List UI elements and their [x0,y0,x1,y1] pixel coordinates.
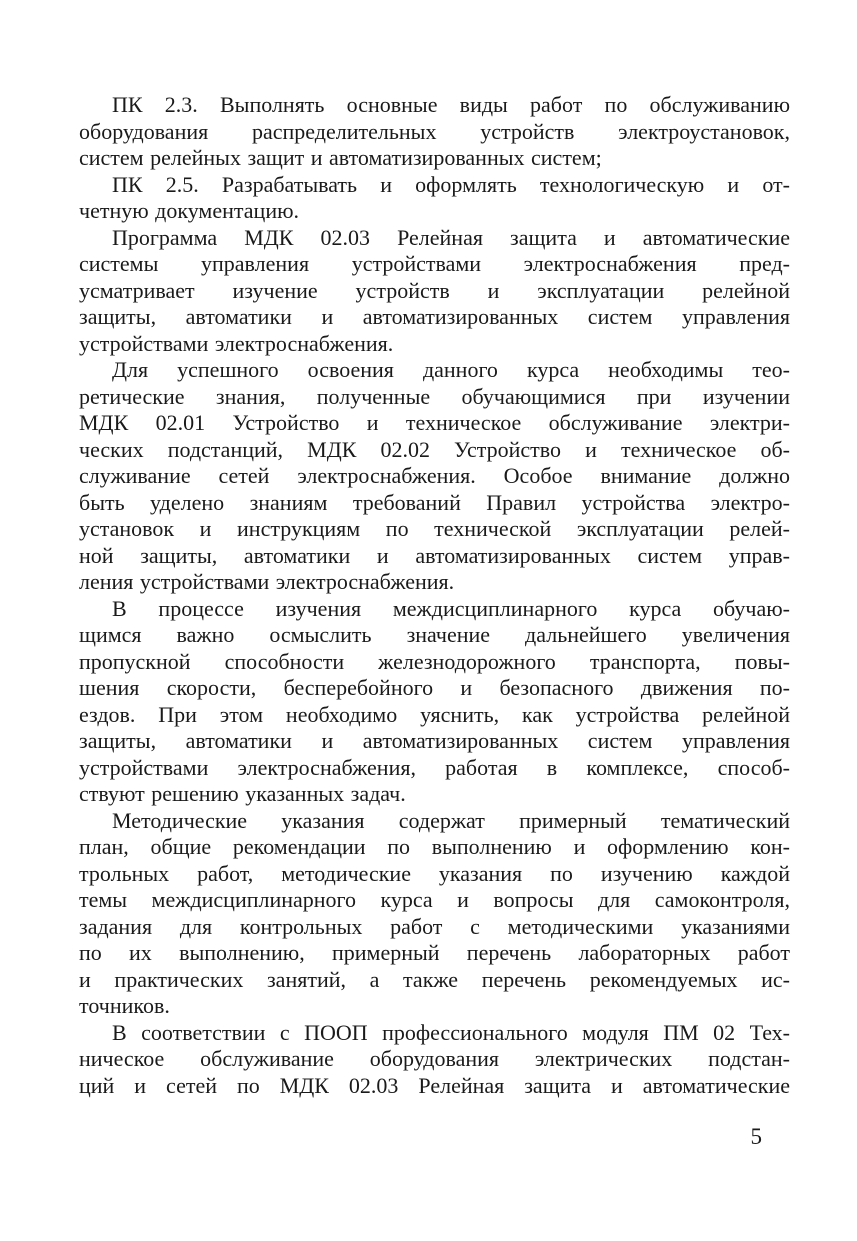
paragraph [79,92,790,172]
text-line: ления устройствами электроснабжения. [79,569,455,594]
text-line: В процессе изучения междисциплинарного курса обучаю- [112,595,790,621]
text-line: Для успешного освоения данного курса необходимы тео- [112,357,790,382]
text-line: усматривает изучение устройств и эксплуатации релейной [79,277,790,303]
text-line: ческих подстанций, МДК 02.02 Устройство и техническое об- [79,436,790,462]
text-line: защиты, автоматики и автоматизированных систем управления [79,304,790,329]
text-line: ездов. При этом необходимо уяснить, как устройства релейной [79,701,790,727]
text-line: установок и инструкциям по технической эксплуатации релей- [79,516,790,541]
text-line: МДК 02.01 Устройство и техническое обслуживание электри- [79,410,790,435]
text-line: четную документацию. [79,198,300,223]
text-line: Методические указания содержат примерный тематический [112,807,790,833]
text-line: оборудования распределительных устройств электроустановок, [79,118,790,144]
page-number: 5 [750,1124,762,1149]
text-line: системы управления устройствами электроснабжения пред- [79,251,790,276]
paragraph [79,357,790,596]
text-line: ническое обслуживание оборудования электрических подстан- [79,1046,790,1071]
text-line: и практических занятий, а также перечень рекомендуемых ис- [79,966,790,992]
text-line: защиты, автоматики и автоматизированных систем управления [79,728,790,753]
text-line: ретические знания, полученные обучающимися при изучении [79,383,790,409]
text-line: устройствами электроснабжения, работая в комплексе, способ- [79,754,790,780]
text-line: точников. [79,993,170,1018]
text-line: ПК 2.3. Выполнять основные виды работ по обслуживанию [112,92,790,117]
text-line: темы междисциплинарного курса и вопросы для самоконтроля, [79,887,790,912]
text-line: план, общие рекомендации по выполнению и оформлению кон- [79,834,790,859]
paragraph [79,808,790,1020]
paragraph [79,1020,790,1100]
text-line: Программа МДК 02.03 Релейная защита и автоматические [112,224,790,250]
text-line: по их выполнению, примерный перечень лабораторных работ [79,940,790,965]
text-line: трольных работ, методические указания по изучению каждой [79,860,790,886]
text-line: служивание сетей электроснабжения. Особое внимание должно [79,463,790,488]
text-line: ствуют решению указанных задач. [79,781,406,806]
text-line: быть уделено знаниям требований Правил устройства электро- [79,489,790,515]
text-line: шения скорости, бесперебойного и безопасного движения по- [79,675,790,700]
text-block [79,92,790,1099]
text-line: пропускной способности железнодорожного транспорта, повы- [79,648,790,674]
text-line: ной защиты, автоматики и автоматизированных систем управ- [79,542,790,568]
paragraph [79,172,790,225]
text-line: В соответствии с ПООП профессионального модуля ПМ 02 Тех- [112,1019,790,1045]
paragraph [79,225,790,358]
text-line: ций и сетей по МДК 02.03 Релейная защита и автоматические [79,1072,790,1098]
text-line: задания для контрольных работ с методическими указаниями [79,913,790,939]
text-line: систем релейных защит и автоматизированных систем; [79,145,602,170]
text-line: щимся важно осмыслить значение дальнейшего увеличения [79,622,790,647]
paragraph [79,596,790,808]
text-line: устройствами электроснабжения. [79,330,394,356]
text-line: ПК 2.5. Разрабатывать и оформлять технологическую и от- [112,171,790,197]
